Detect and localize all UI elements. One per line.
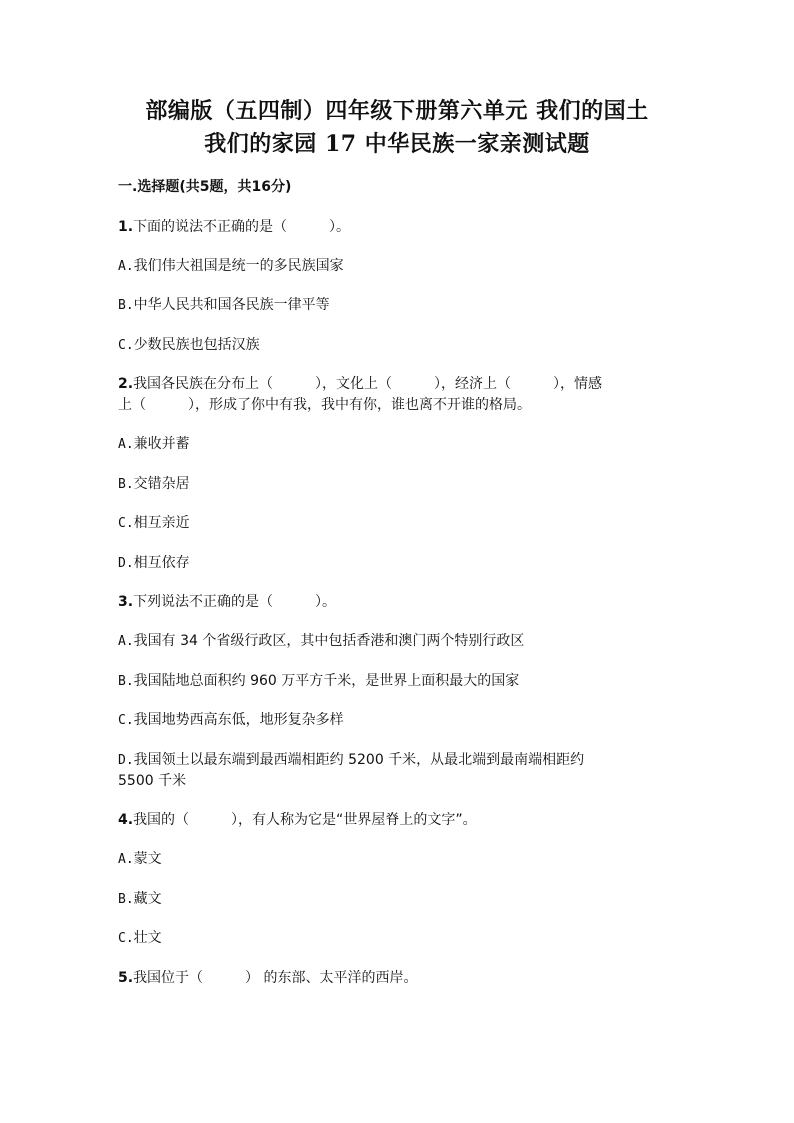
question-text: 下面的说法不正确的是（ ）。 [133,219,351,235]
option-text: 我国陆地总面积约 960 万平方千米，是世界上面积最大的国家 [133,673,520,689]
option-letter: D. [118,556,134,571]
question-1-option-b [118,294,330,317]
option-letter: C. [118,516,134,531]
question-3-option-a [118,630,524,653]
question-text: 我国的（ ），有人称为它是“世界屋脊上的文字”。 [133,812,477,828]
section-heading: 一.选择题(共5题，共16分) [118,179,292,195]
option-letter: C. [118,713,134,728]
question-4 [118,809,477,831]
question-text: 上（ ），形成了你中有我，我中有你，谁也离不开谁的格局。 [118,397,531,413]
option-text: 中华人民共和国各民族一律平等 [133,297,330,313]
option-text: 兼收并蓄 [133,436,190,452]
question-text: 下列说法不正确的是（ ）。 [133,594,337,610]
option-text: 我们伟大祖国是统一的多民族国家 [133,258,344,274]
option-text: 少数民族也包括汉族 [133,337,260,353]
question-3 [118,591,336,613]
option-text: 相互亲近 [133,515,190,531]
question-2-option-b [118,473,190,496]
question-number: 4. [118,812,134,828]
question-3-option-d [118,749,584,772]
option-letter: D. [118,753,134,768]
option-text: 我国地势西高东低，地形复杂多样 [133,712,344,728]
question-2 [118,373,602,395]
option-text: 交错杂居 [133,476,190,492]
option-text: 我国有 34 个省级行政区，其中包括香港和澳门两个特别行政区 [133,633,525,649]
question-number: 3. [118,594,134,610]
question-text: 我国各民族在分布上（ ），文化上（ ），经济上（ ），情感 [133,376,603,392]
question-2-option-a [118,433,190,456]
question-1 [118,216,350,238]
option-letter: C. [118,338,134,353]
question-number: 2. [118,376,134,392]
question-2-option-d [118,552,190,575]
question-2-line-2 [118,394,531,416]
option-letter: A. [118,437,134,452]
question-1-option-a [118,255,344,278]
option-letter: B. [118,892,134,907]
option-text: 藏文 [133,891,162,907]
question-5 [118,967,418,989]
document-title-line-1: 部编版（五四制）四年级下册第六单元 我们的国土 [145,98,649,124]
question-number: 1. [118,219,134,235]
option-letter: B. [118,674,134,689]
option-text-continued: 5500 千米 [118,773,187,789]
question-4-option-a [118,848,162,871]
option-text: 壮文 [133,930,162,946]
question-3-option-c [118,709,344,732]
option-letter: B. [118,477,134,492]
option-text: 相互依存 [133,555,190,571]
question-1-option-c [118,334,260,357]
question-4-option-b [118,888,162,911]
option-letter: B. [118,298,134,313]
question-text: 我国位于（ ） 的东部、太平洋的西岸。 [133,970,418,986]
question-3-option-d-line-2 [118,770,186,792]
option-text: 我国领土以最东端到最西端相距约 5200 千米，从最北端到最南端相距约 [133,752,585,768]
option-letter: A. [118,852,134,867]
question-number: 5. [118,970,134,986]
document-title-line-2: 我们的家园 17 中华民族一家亲测试题 [204,131,590,157]
option-letter: A. [118,634,134,649]
option-letter: A. [118,259,134,274]
question-2-option-c [118,512,190,535]
question-3-option-b [118,670,519,693]
question-4-option-c [118,927,162,950]
option-letter: C. [118,931,134,946]
option-text: 蒙文 [133,851,162,867]
